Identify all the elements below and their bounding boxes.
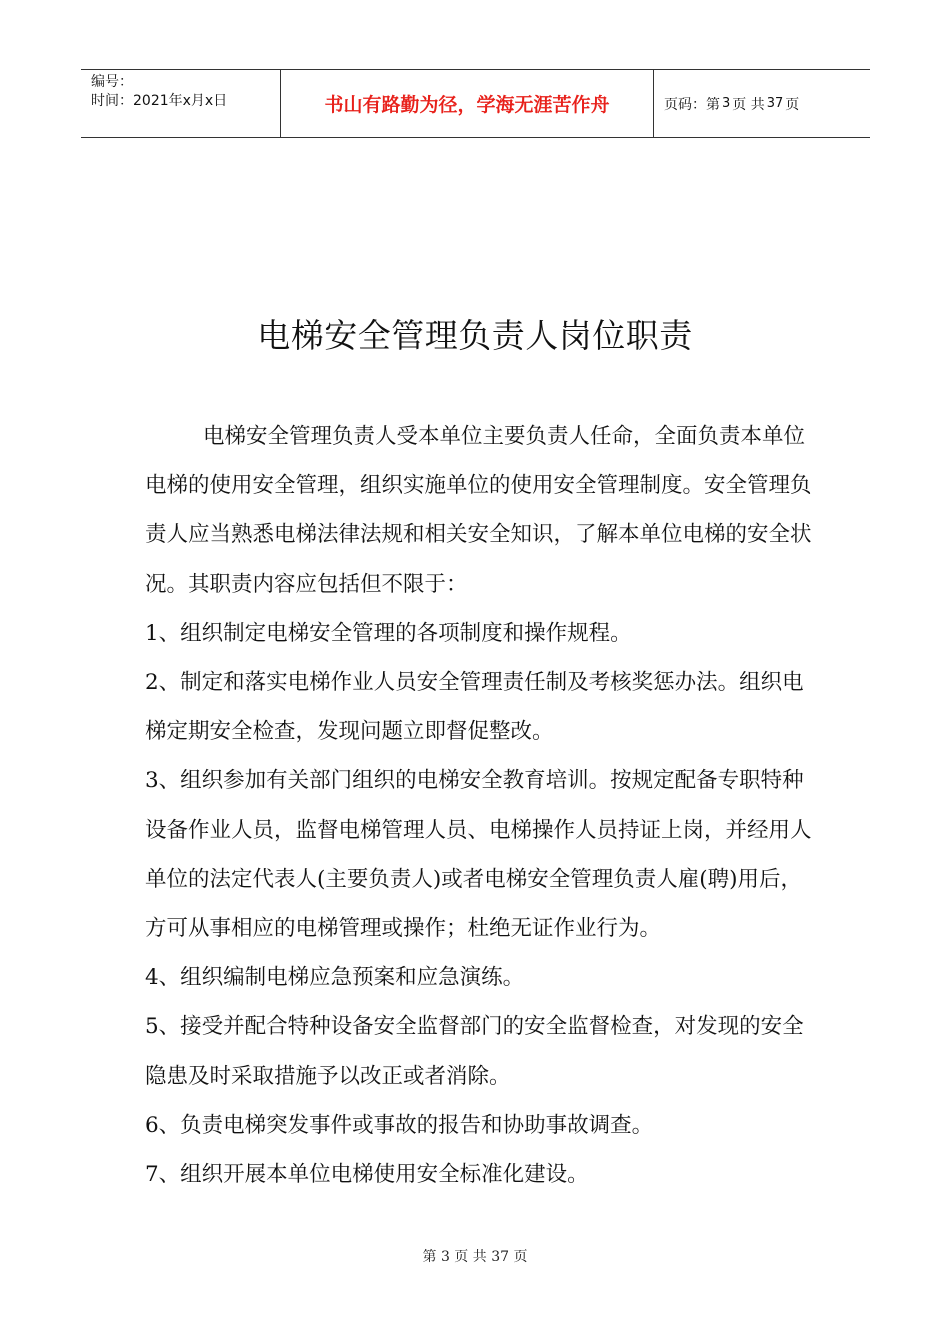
page-label-middle: 页 共 bbox=[732, 96, 765, 113]
document-title: 电梯安全管理负责人岗位职责 bbox=[257, 316, 693, 355]
page-total: 37 bbox=[766, 96, 784, 111]
page-footer: 第 3 页 共 37 页 bbox=[422, 1249, 528, 1265]
page-label-prefix: 页码：第 bbox=[664, 96, 720, 113]
document-body bbox=[145, 412, 813, 1199]
intro-paragraph: 电梯安全管理负责人受本单位主要负责人任命，全面负责本单位电梯的使用安全管理，组织实施单位的使用安全管理制度。安全管理负责人应当熟悉电梯法律法规和相关安全知识，了解本单位电梯的安全状况。其职责内容应包括但不限于： bbox=[145, 424, 812, 597]
duty-item-5: 5、接受并配合特种设备安全监督部门的安全监督检查，对发现的安全隐患及时采取措施予以改正或者消除。 bbox=[145, 1014, 804, 1089]
duty-item-4: 4、组织编制电梯应急预案和应急演练。 bbox=[145, 965, 525, 991]
duty-item-7: 7、组织开展本单位电梯使用安全标准化建设。 bbox=[145, 1162, 589, 1188]
duty-item-6: 6、负责电梯突发事件或事故的报告和协助事故调查。 bbox=[145, 1112, 654, 1138]
duty-item-1: 1、组织制定电梯安全管理的各项制度和操作规程。 bbox=[145, 620, 632, 646]
page-label-suffix: 页 bbox=[785, 96, 800, 113]
serial-number-label: 编号： bbox=[91, 74, 133, 90]
duty-item-2: 2、制定和落实电梯作业人员安全管理责任制及考核奖惩办法。组织电梯定期安全检查，发现问题立即督促整改。 bbox=[145, 670, 804, 745]
header-page-cell bbox=[654, 70, 870, 137]
header-meta-cell bbox=[81, 70, 281, 137]
page-current: 3 bbox=[722, 96, 731, 111]
date-label: 时间：2021年x月x日 bbox=[91, 93, 228, 109]
document-header bbox=[81, 69, 870, 138]
header-motto-cell bbox=[281, 70, 654, 137]
duty-item-3: 3、组织参加有关部门组织的电梯安全教育培训。按规定配备专职特种设备作业人员，监督电梯管理人员、电梯操作人员持证上岗，并经用人单位的法定代表人(主要负责人)或者电梯安全管理负责人雇(聘)用后，方可从事相应的电梯管理或操作；杜绝无证作业行为。 bbox=[145, 768, 812, 942]
motto-text: 书山有路勤为径，学海无涯苦作舟 bbox=[324, 94, 610, 116]
